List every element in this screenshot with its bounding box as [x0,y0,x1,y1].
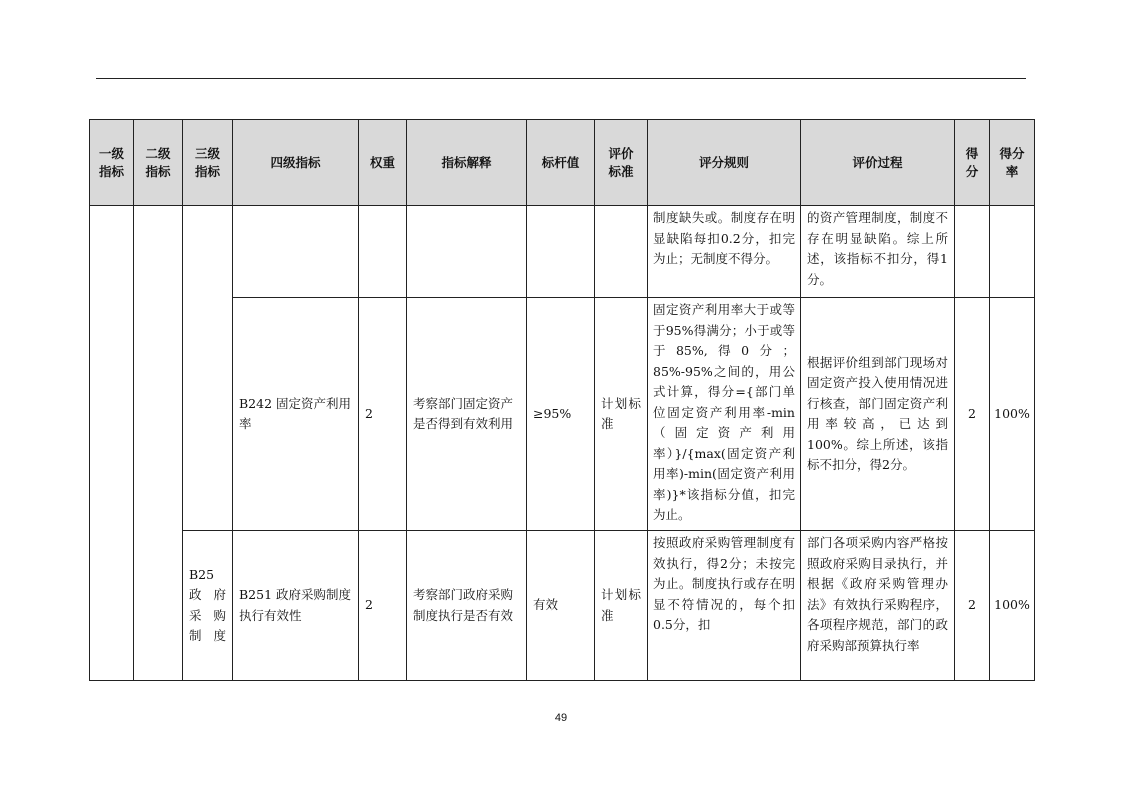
weight-cell: 2 [359,298,407,531]
score-cell [955,206,990,298]
level2-cell [134,206,183,681]
table-row [90,206,1035,298]
header-benchmark: 标杆值 [527,120,595,206]
header-rate: 得分率 [990,120,1035,206]
header-process: 评价过程 [801,120,955,206]
process-cell: 根据评价组到部门现场对固定资产投入使用情况进行核查，部门固定资产利用率较高，已达到100%。综上所述，该指标不扣分，得2分。 [801,298,955,531]
score-cell: 2 [955,531,990,681]
standard-cell [595,206,648,298]
level3-cell [183,206,233,531]
rate-cell: 100% [990,298,1035,531]
standard-cell: 计划标准 [595,531,648,681]
table-header-row [90,120,1035,206]
header-rule: 评分规则 [648,120,801,206]
standard-cell: 计划标准 [595,298,648,531]
explanation-cell: 考察部门固定资产是否得到有效利用 [407,298,527,531]
header-weight: 权重 [359,120,407,206]
evaluation-table [89,119,1035,681]
header-level2: 二级指标 [134,120,183,206]
explanation-cell [407,206,527,298]
rate-cell [990,206,1035,298]
benchmark-cell: ≥95% [527,298,595,531]
header-standard: 评价标准 [595,120,648,206]
rule-cell: 按照政府采购管理制度有效执行，得2分；未按完为止。制度执行或存在明显不符情况的，每个扣0.5分，扣 [648,531,801,681]
score-cell: 2 [955,298,990,531]
process-cell: 部门各项采购内容严格按照政府采购目录执行，并根据《政府采购管理办法》有效执行采购程序，各项程序规范，部门的政府采购部预算执行率 [801,531,955,681]
rule-cell: 制度缺失或。制度存在明显缺陷每扣0.2分，扣完为止；无制度不得分。 [648,206,801,298]
level3-cell: B25政府采购制度 [183,531,233,681]
header-level1: 一级指标 [90,120,134,206]
level4-cell [233,206,359,298]
header-explanation: 指标解释 [407,120,527,206]
header-level4: 四级指标 [233,120,359,206]
header-level3: 三级指标 [183,120,233,206]
evaluation-table-wrapper [89,119,1035,681]
rate-cell: 100% [990,531,1035,681]
rule-cell: 固定资产利用率大于或等于95%得满分；小于或等于85%,得0分；85%-95%之间的，用公式计算，得分={部门单位固定资产利用率-min（固定资产利用率）}/{max(固定资产利用率)-min(固定资产利用率)}*该指标分值，扣完为止。 [648,298,801,531]
page-number: 49 [554,712,568,724]
header-score: 得分 [955,120,990,206]
benchmark-cell: 有效 [527,531,595,681]
benchmark-cell [527,206,595,298]
table-row [90,531,1035,681]
level1-cell [90,206,134,681]
explanation-cell: 考察部门政府采购制度执行是否有效 [407,531,527,681]
weight-cell [359,206,407,298]
process-cell: 的资产管理制度，制度不存在明显缺陷。综上所述，该指标不扣分，得1分。 [801,206,955,298]
level4-cell: B251 政府采购制度执行有效性 [233,531,359,681]
weight-cell: 2 [359,531,407,681]
level4-cell: B242 固定资产利用率 [233,298,359,531]
header-rule [96,78,1026,79]
